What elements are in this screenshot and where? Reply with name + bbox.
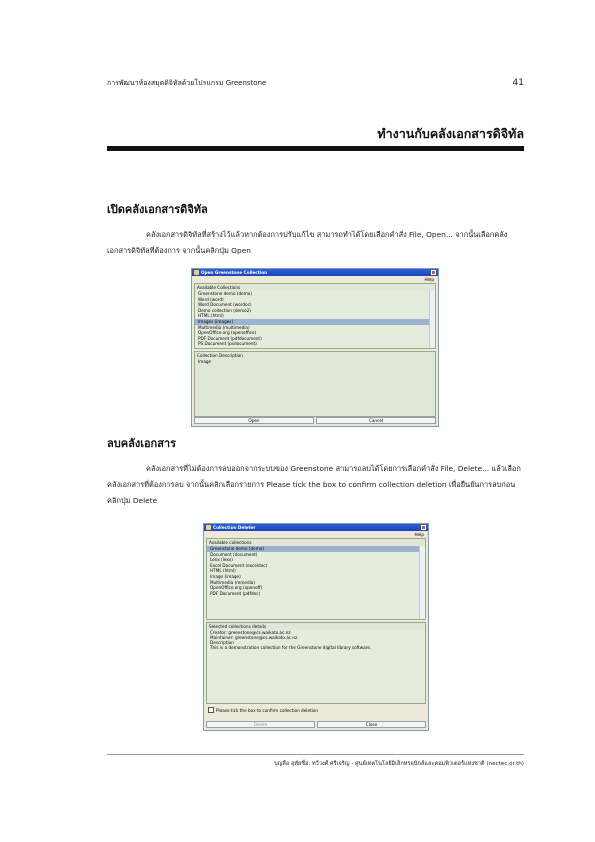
confirm-label: Please tick the box to confirm collection deletion — [216, 707, 319, 713]
available-collections-group — [206, 538, 426, 620]
app-icon — [206, 525, 211, 530]
list-item[interactable]: Greenstone demo (demo) — [207, 546, 425, 552]
open-collection-dialog — [191, 268, 439, 427]
available-collections-group — [194, 283, 436, 349]
available-label: Available collections — [209, 540, 252, 545]
list-item[interactable]: OpenOffice.org (openoffice) — [198, 330, 257, 336]
list-item[interactable]: PDF Document (pdfdoc) — [210, 590, 261, 596]
list-item[interactable]: PS Document (psdocument) — [198, 341, 257, 347]
list-item[interactable]: HTML (html) — [210, 568, 236, 574]
collection-list[interactable] — [195, 291, 435, 348]
close-icon[interactable] — [431, 270, 436, 275]
list-item[interactable]: Demo collection (demo2) — [198, 307, 252, 313]
list-item[interactable]: Document (document) — [210, 551, 258, 557]
description-group — [194, 351, 436, 417]
list-item[interactable]: Multimedia (multimedia) — [198, 324, 250, 330]
help-link[interactable]: Help — [424, 277, 434, 282]
chapter-title: ทำงานกับคลังเอกสารดิจิทัล — [377, 126, 524, 141]
section-paragraph-open: คลังเอกสารดิจิทัลที่สร้างไว้แล้วหากต้องการปรับแก้ไข สามารถทำได้โดยเลือกคำสั่ง File, Open... จากนั้นเลือกคลังเอกสารดิจิทัลที่ต้องการ จากนั้นคลิกปุ่ม Open — [107, 230, 508, 255]
page-number: 41 — [512, 78, 524, 88]
details-group — [206, 622, 426, 704]
dialog-titlebar — [204, 524, 428, 531]
creator-line: Creator: greenstone@cs.waikato.ac.nz — [210, 630, 291, 635]
description-text: This is a demonstration collection for the Greenstone digital library software. — [210, 645, 372, 650]
button-row — [194, 417, 436, 424]
list-item[interactable]: HTML (html) — [198, 313, 224, 319]
list-item[interactable]: Greenstone demo (demo) — [198, 291, 252, 296]
chapter-rule — [107, 146, 524, 151]
confirm-row — [208, 707, 424, 713]
delete-button[interactable]: Delete — [206, 721, 315, 728]
details-text — [207, 630, 425, 703]
confirm-checkbox[interactable] — [208, 707, 214, 713]
cancel-button[interactable]: Cancel — [316, 417, 436, 424]
list-item[interactable]: Word (word) — [198, 296, 224, 302]
list-item[interactable]: Multimedia (mmedia) — [210, 579, 255, 585]
collection-deleter-dialog — [203, 523, 429, 731]
help-link[interactable]: Help — [414, 532, 424, 537]
button-row — [206, 721, 426, 728]
section-paragraph-delete: คลังเอกสารที่ไม่ต้องการลบออกจากระบบของ Greenstone สามารถลบได้โดยการเลือกคำสั่ง File, Delete... แล้วเลือกคลังเอกสารที่ต้องการลบ จากนั้นคลิกเลือกรายการ Please tick the box to confirm collection deletion เพื่อยืนยันการลบก่อนคลิกปุ่ม Delete — [107, 464, 521, 505]
list-item[interactable]: OpenOffice.org (openoff) — [210, 585, 263, 591]
collection-list[interactable] — [207, 546, 425, 619]
maintainer-line: Maintainer: greenstone@cs.waikato.ac.nz — [210, 635, 298, 640]
list-item[interactable]: Word Document (wordoc) — [198, 302, 252, 308]
section-heading-open: เปิดคลังเอกสารดิจิทัล — [107, 203, 208, 216]
running-header: การพัฒนาห้องสมุดดิจิทัลด้วยโปรแกรม Greenstone — [107, 79, 267, 87]
page-footer: บุญลือ อุทัยชื่อ, ทวีวงศ์ ศรีเจริญ - ศูนย์เทคโนโลยีอิเล็กทรอนิกส์และคอมพิวเตอร์แห่งชาติ (nectec.or.th) — [274, 761, 524, 767]
list-item[interactable]: Lexx (lexx) — [210, 557, 233, 563]
app-icon — [194, 270, 199, 275]
scrollbar[interactable] — [429, 291, 435, 348]
open-button[interactable]: Open — [194, 417, 314, 424]
available-label: Available Collections — [197, 285, 241, 290]
scrollbar[interactable] — [419, 546, 425, 619]
close-button[interactable]: Close — [317, 721, 426, 728]
dialog-title: Collection Deleter — [213, 525, 256, 530]
dialog-title: Open Greenstone Collection — [201, 270, 268, 275]
list-item[interactable]: Excel Document (exceldoc) — [210, 562, 268, 568]
close-icon[interactable] — [421, 525, 426, 530]
dialog-titlebar — [192, 269, 438, 276]
list-item[interactable]: Image (image) — [210, 573, 241, 579]
section-heading-delete: ลบคลังเอกสาร — [107, 437, 177, 450]
footer-rule — [107, 754, 524, 755]
list-item[interactable]: Images (images) — [195, 319, 435, 325]
description-text: Image — [198, 359, 212, 364]
details-label: Selected collections details — [209, 624, 267, 629]
description-label: Description — [210, 640, 234, 645]
list-item[interactable]: PDF Document (pdfdocument) — [198, 335, 262, 341]
description-label: Collection Description — [197, 353, 243, 358]
